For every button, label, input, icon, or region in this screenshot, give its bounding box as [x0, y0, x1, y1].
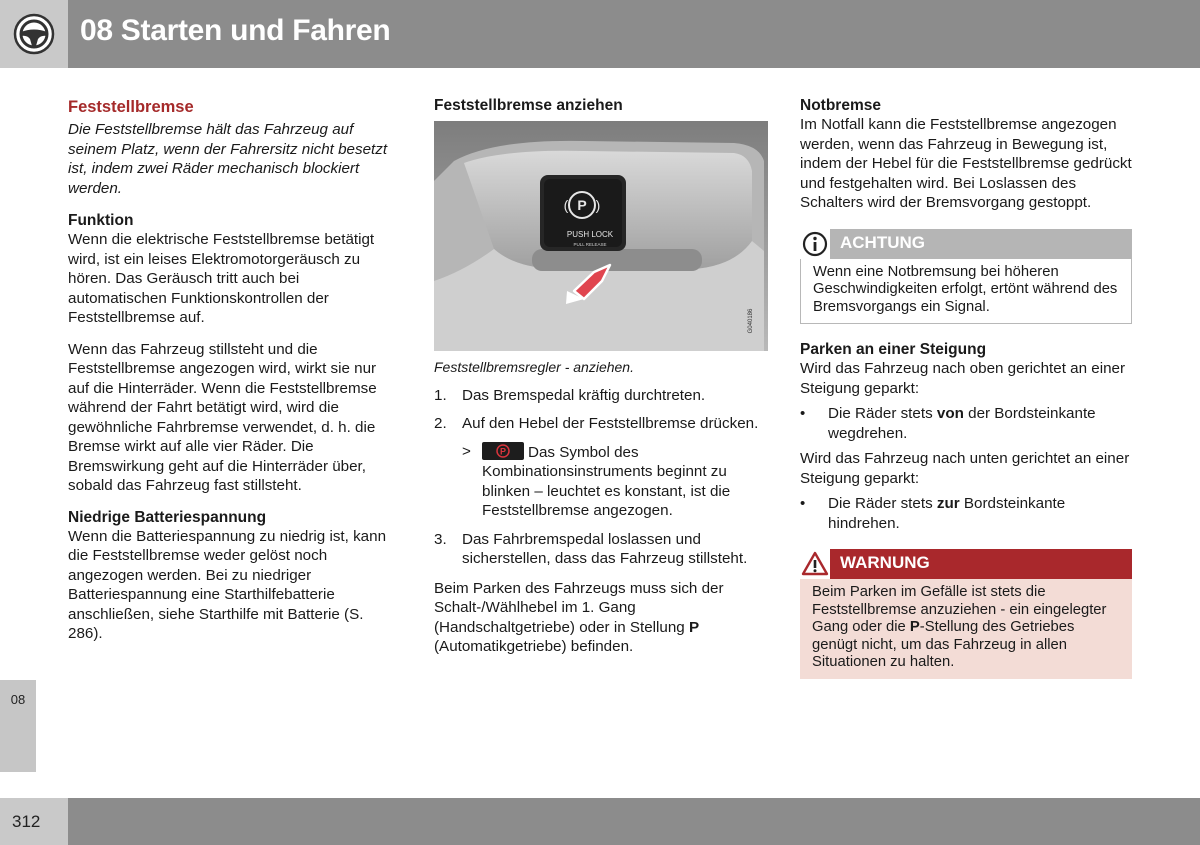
bullet-dot: •: [800, 495, 806, 512]
column-notbremse: [800, 96, 1132, 695]
list-item: [434, 414, 770, 521]
caution-header: [800, 229, 1132, 259]
notbremse-heading: Notbremse: [800, 97, 881, 114]
info-icon: [800, 229, 830, 259]
list-item: [434, 386, 770, 406]
funktion-paragraph-2: Wenn das Fahrzeug stillsteht und die Feststellbremse angezogen wird, wirkt sie nur auf die Hinterräder. Wenn die Feststellbremse während der Fahrt betätigt wird, wird die gewöhnliche Fahrbremse verwendet, d. h. die Bremse wirkt auf alle vier Räder. Die Bremswirkung geht auf die Hinterräder über, sobald das Fahrzeug fast stillsteht.: [68, 340, 377, 494]
caution-box: [800, 229, 1132, 325]
page-number: 312: [12, 812, 41, 831]
switch-sublabel: PULL RELEASE: [573, 242, 607, 247]
steering-wheel-icon: [13, 13, 55, 55]
svg-text:(: (: [563, 197, 569, 213]
step-text: Das Fahrbremspedal loslassen und sicherstellen, dass das Fahrzeug stillsteht.: [462, 530, 748, 567]
bullet-text: Die Räder stets: [828, 405, 937, 422]
bullet-text: Bordsteinkante hindrehen.: [828, 495, 1066, 532]
switch-label: PUSH LOCK: [566, 230, 614, 239]
header-icon-panel: [0, 0, 68, 68]
step-text: Das Bremspedal kräftig durchtreten.: [462, 386, 706, 404]
closing-text: Beim Parken des Fahrzeugs muss sich der Schalt-/Wählhebel im 1. Gang (Handschaltgetriebe) oder in Stellung: [434, 579, 724, 636]
slope-down-list: [800, 494, 1132, 533]
parking-brake-indicator-icon: [482, 442, 524, 460]
column-feststellbremse: [68, 96, 400, 656]
step-text: Auf den Hebel der Feststellbremse drücken.: [462, 415, 759, 432]
svg-text:P: P: [499, 446, 507, 456]
notbremse-paragraph: Im Notfall kann die Feststellbremse angezogen werden, wenn das Fahrzeug in Bewegung ist, indem der Hebel für die Feststellbremse gedrückt und festgehalten wird. Bei Loslassen des Schalters wird der Bremsvorgang gestoppt.: [800, 116, 1132, 211]
section-title: Feststellbremse: [68, 98, 194, 116]
bullet-dot: •: [800, 405, 806, 422]
steps-list: [434, 386, 770, 569]
section-intro: Die Feststellbremse hält das Fahrzeug auf seinem Platz, wenn der Fahrersitz nicht besetzt ist, indem zwei Räder mechanisch blockiert werden.: [68, 121, 388, 197]
list-item: [800, 404, 1132, 443]
warning-label: WARNUNG: [840, 553, 930, 572]
column-anziehen: [434, 96, 770, 669]
list-item: [800, 494, 1132, 533]
svg-text:): ): [595, 197, 601, 213]
chapter-title: 08 Starten und Fahren: [80, 14, 391, 47]
bullet-text: Die Räder stets: [828, 495, 937, 512]
funktion-heading: Funktion: [68, 212, 134, 229]
battery-paragraph: Wenn die Batteriespannung zu niedrig ist, kann die Feststellbremse weder gelöst noch angezogen werden. Bei zu niedriger Batteriespannung eine Starthilfebatterie anschließen, siehe Starthilfe mit Batterie (S. 286).: [68, 527, 387, 642]
bullet-text: der Bordsteinkante wegdrehen.: [828, 405, 1096, 442]
step-number: 2.: [434, 415, 447, 432]
list-item: [434, 530, 770, 569]
parking-brake-illustration: [434, 121, 768, 351]
warning-box: [800, 549, 1132, 679]
step-result: [462, 442, 770, 521]
footer-bar: [68, 798, 1200, 845]
battery-heading: Niedrige Batteriespannung: [68, 508, 267, 526]
warning-text-part: Beim Parken im Gefälle ist stets die Feststellbremse anzuziehen - ein eingelegter Gang oder die: [812, 584, 1107, 635]
warning-header: [800, 549, 1132, 579]
caution-text: Wenn eine Notbremsung bei höheren Geschwindigkeiten erfolgt, ertönt während des Bremsvorgangs ein Signal.: [800, 259, 1132, 325]
slope-up-text: Wird das Fahrzeug nach oben gerichtet an einer Steigung geparkt:: [800, 360, 1126, 397]
closing-text: (Automatikgetriebe) befinden.: [434, 638, 634, 655]
anziehen-heading: Feststellbremse anziehen: [434, 97, 623, 114]
photo-caption: Feststellbremsregler - anziehen.: [434, 359, 634, 375]
caution-label: ACHTUNG: [840, 232, 925, 252]
slope-down-text: Wird das Fahrzeug nach unten gerichtet an einer Steigung geparkt:: [800, 450, 1130, 487]
warning-triangle-icon: [800, 549, 830, 579]
slope-up-list: [800, 404, 1132, 443]
chapter-tab-label: 08: [10, 692, 26, 707]
slope-heading: Parken an einer Steigung: [800, 341, 987, 358]
bullet-bold: zur: [936, 495, 960, 512]
svg-text:P: P: [577, 197, 587, 213]
closing-paragraph: [434, 579, 770, 657]
result-text: Das Symbol des Kombinationsinstruments beginnt zu blinken – leuchtet es konstant, ist die Feststellbremse angezogen.: [482, 443, 731, 519]
parking-brake-photo: [434, 121, 768, 351]
warning-bold: P: [909, 619, 920, 635]
warning-text-part: -Stellung des Getriebes genügt nicht, um das Fahrzeug in allen Situationen zu halten.: [812, 619, 1075, 670]
step-number: 3.: [434, 530, 447, 548]
bullet-bold: von: [936, 405, 964, 422]
funktion-paragraph-1: Wenn die elektrische Feststellbremse betätigt wird, ist ein leises Elektromotorgeräusch zu hören. Das Geräusch tritt auch bei automatischen Funktionskontrollen der Feststellbremse auf.: [68, 231, 375, 326]
image-code: G040186: [748, 308, 754, 334]
step-number: 1.: [434, 386, 447, 404]
warning-text: [800, 579, 1132, 679]
result-arrow: >: [462, 442, 471, 460]
closing-bold: P: [688, 618, 700, 636]
